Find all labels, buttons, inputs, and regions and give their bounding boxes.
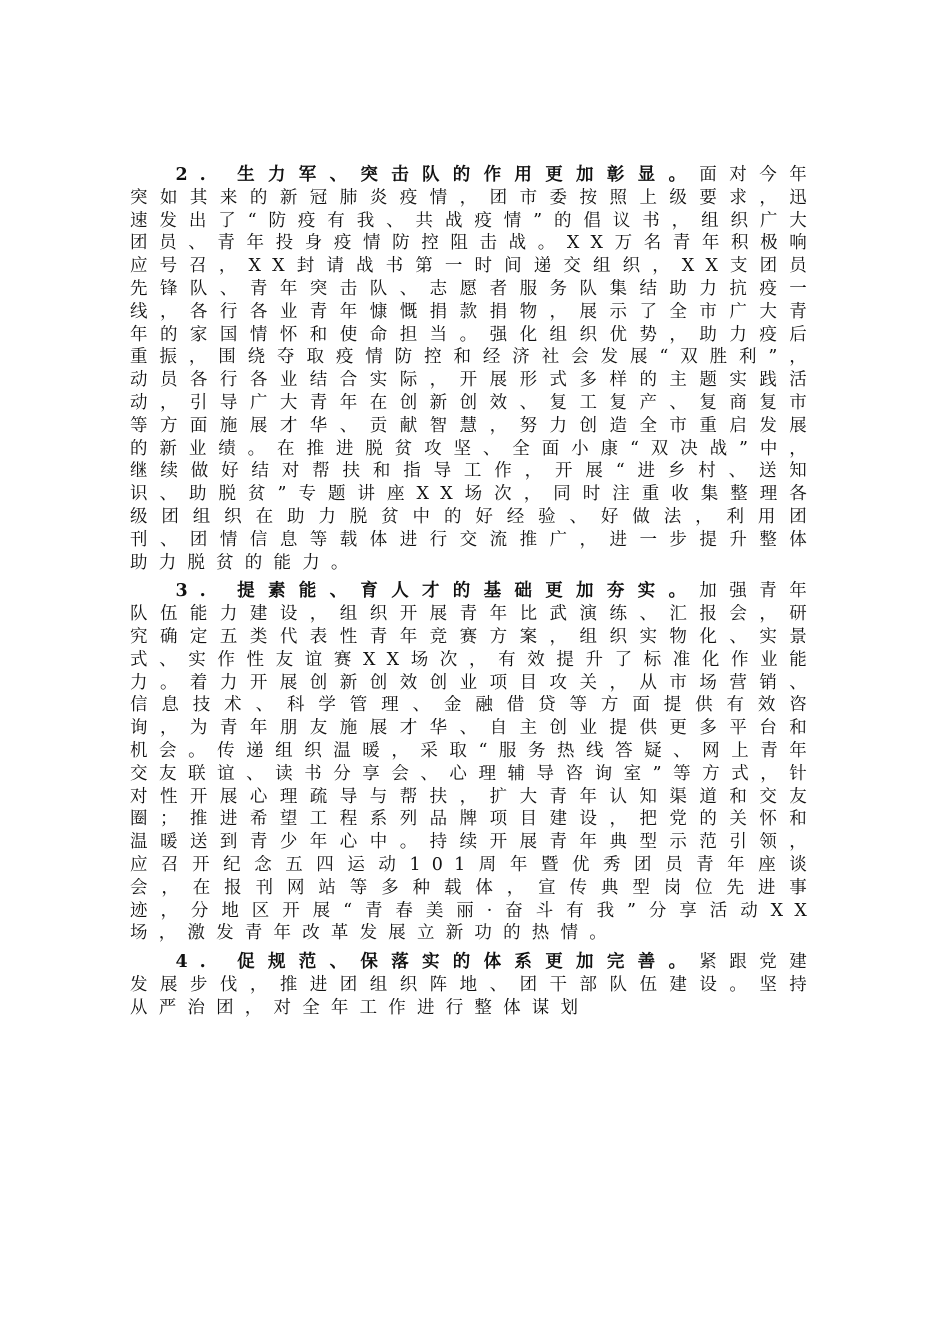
- document-body: [130, 164, 818, 1025]
- section-heading-4: 4. 促规范、保落实的体系更加完善。: [175, 952, 700, 973]
- section-heading-2: 2. 生力军、突击队的作用更加彰显。: [175, 165, 700, 185]
- section-body-3: 加强青年队伍能力建设，组织开展青年比武演练、汇报会，研究确定五类代表性青年竞赛方案，组织实物化、实景式、实作性友谊赛XX场次，有效提升了标准化作业能力。着力开展创新创效创业项目攻关，从市场营销、信息技术、科学管理、金融借贷等方面提供有效咨询，为青年朋友施展才华、自主创业提供更多平台和机会。传递组织温暖，采取“服务热线答疑、网上青年交友联谊、读书分享会、心理辅导咨询室”等方式，针对性开展心理疏导与帮扶，扩大青年认知渠道和交友圈；推进希望工程系列品牌项目建设，把党的关怀和温暖送到青少年心中。持续开展青年典型示范引领，应召开纪念五四运动101周年暨优秀团员青年座谈会，在报刊网站等多种载体，宣传典型岗位先进事迹，分地区开展“青春美丽·奋斗有我”分享活动XX场，激发青年改革发展立新功的热情。: [130, 581, 818, 944]
- paragraph-section-4: [130, 951, 818, 1019]
- paragraph-section-3: [130, 580, 818, 945]
- section-body-4: 紧跟党建发展步伐，推进团组织阵地、团干部队伍建设。坚持从严治团，对全年工作进行整体谋划: [130, 952, 818, 1018]
- paragraph-section-2: [130, 164, 818, 574]
- section-body-2: 面对今年突如其来的新冠肺炎疫情，团市委按照上级要求，迅速发出了“防疫有我、共战疫情”的倡议书，组织广大团员、青年投身疫情防控阻击战。XX万名青年积极响应号召，XX封请战书第一时间递交组织，XX支团员先锋队、青年突击队、志愿者服务队集结助力抗疫一线，各行各业青年慷慨捐款捐物，展示了全市广大青年的家国情怀和使命担当。强化组织优势，助力疫后重振，围绕夺取疫情防控和经济社会发展“双胜利”，动员各行各业结合实际，开展形式多样的主题实践活动，引导广大青年在创新创效、复工复产、复商复市等方面施展才华、贡献智慧，努力创造全市重启发展的新业绩。在推进脱贫攻坚、全面小康“双决战”中，继续做好结对帮扶和指导工作，开展“进乡村、送知识、助脱贫”专题讲座XX场次，同时注重收集整理各级团组织在助力脱贫中的好经验、好做法，利用团刊、团情信息等载体进行交流推广，进一步提升整体助力脱贫的能力。: [130, 165, 818, 573]
- section-heading-3: 3. 提素能、育人才的基础更加夯实。: [175, 581, 700, 602]
